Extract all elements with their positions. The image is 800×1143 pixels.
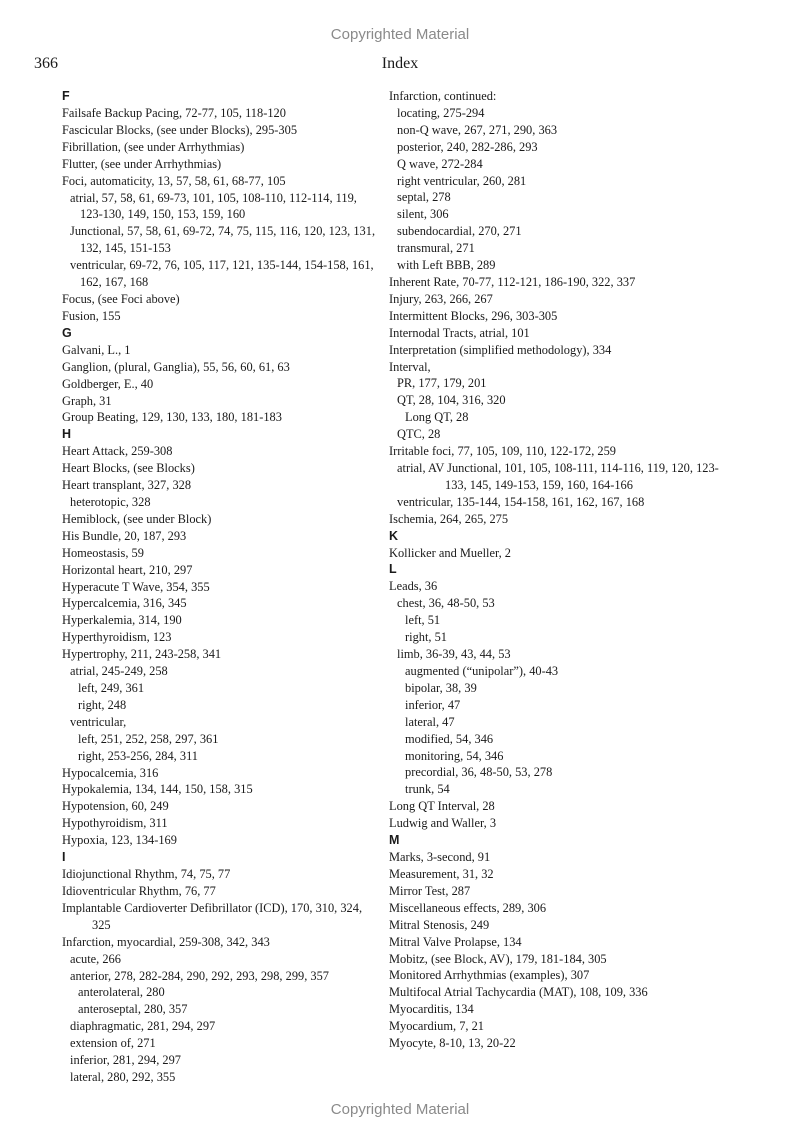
index-entry: Focus, (see Foci above) (62, 291, 180, 306)
index-entry: Myocyte, 8-10, 13, 20-22 (389, 1036, 516, 1051)
index-subentry: transmural, 271 (397, 241, 475, 256)
index-subentry: QT, 28, 104, 316, 320 (397, 393, 506, 408)
watermark-bottom: Copyrighted Material (330, 1101, 470, 1118)
index-column-left (62, 88, 380, 1086)
index-letter-heading: G (62, 325, 72, 340)
index-entry: Kollicker and Mueller, 2 (389, 545, 511, 560)
index-entry: Measurement, 31, 32 (389, 866, 494, 881)
index-entry: Failsafe Backup Pacing, 72-77, 105, 118-120 (62, 106, 286, 120)
index-entry: Interval, (389, 359, 431, 374)
index-entry: Mirror Test, 287 (389, 883, 471, 898)
index-entry: Hypercalcemia, 316, 345 (62, 596, 187, 611)
index-entry: Multifocal Atrial Tachycardia (MAT), 108, 109, 336 (389, 985, 648, 1000)
index-subentry: left, 51 (405, 613, 441, 628)
index-subentry: inferior, 281, 294, 297 (70, 1053, 182, 1068)
index-subentry: ventricular, 69-72, 76, 105, 117, 121, 135-144, 154-158, 161, 162, 167, 168 (70, 258, 374, 290)
index-entry: Goldberger, E., 40 (62, 376, 154, 391)
index-entry: Hypoxia, 123, 134-169 (62, 833, 177, 848)
index-entry: Heart Blocks, (see Blocks) (62, 461, 195, 476)
index-subentry: PR, 177, 179, 201 (397, 376, 487, 391)
index-letter-heading: H (62, 427, 72, 442)
index-subentry: left, 251, 252, 258, 297, 361 (78, 731, 219, 746)
index-entry: Infarction, continued: (389, 89, 497, 103)
index-subentry: atrial, AV Junctional, 101, 105, 108-111, 114-116, 119, 120, 123-133, 145, 149-153, 159, 160, 164-166 (397, 460, 719, 492)
index-entry: Foci, automaticity, 13, 57, 58, 61, 68-77, 105 (62, 173, 286, 188)
index-entry: Marks, 3-second, 91 (389, 850, 491, 865)
index-entry: Idioventricular Rhythm, 76, 77 (62, 883, 216, 898)
index-subentry: non-Q wave, 267, 271, 290, 363 (397, 122, 558, 137)
index-subentry: Long QT, 28 (405, 410, 469, 425)
index-entry: Fascicular Blocks, (see under Blocks), 295-305 (62, 122, 298, 137)
index-subentry: ventricular, (70, 714, 127, 729)
index-entry: Internodal Tracts, atrial, 101 (389, 325, 530, 340)
index-entry: Implantable Cardioverter Defibrillator (ICD), 170, 310, 324, 325 (62, 900, 363, 932)
index-subentry: right, 51 (405, 630, 447, 645)
index-entry: Horizontal heart, 210, 297 (62, 562, 193, 577)
index-entry: Miscellaneous effects, 289, 306 (389, 900, 547, 915)
index-subentry: Q wave, 272-284 (397, 156, 483, 171)
index-entry: Hemiblock, (see under Block) (62, 511, 212, 526)
index-subentry: right, 253-256, 284, 311 (78, 748, 198, 763)
index-subentry: chest, 36, 48-50, 53 (397, 596, 495, 611)
index-entry: Flutter, (see under Arrhythmias) (62, 156, 222, 171)
index-subentry: modified, 54, 346 (405, 731, 494, 746)
index-entry: Hyperkalemia, 314, 190 (62, 613, 182, 628)
index-subentry: augmented (“unipolar”), 40-43 (405, 664, 559, 678)
index-subentry: acute, 266 (70, 951, 121, 966)
index-entry: Ischemia, 264, 265, 275 (389, 511, 509, 526)
index-entry: Myocarditis, 134 (389, 1002, 474, 1017)
watermark-top: Copyrighted Material (330, 26, 470, 43)
index-subentry: ventricular, 135-144, 154-158, 161, 162, 167, 168 (397, 494, 645, 509)
index-entry: Homeostasis, 59 (62, 545, 144, 560)
index-subentry: anterolateral, 280 (78, 985, 165, 1000)
index-subentry: locating, 275-294 (397, 105, 485, 120)
index-entry: Hyperthyroidism, 123 (62, 630, 172, 645)
index-entry: Group Beating, 129, 130, 133, 180, 181-183 (62, 410, 282, 425)
index-subentry: bipolar, 38, 39 (405, 680, 477, 695)
index-subentry: trunk, 54 (405, 782, 450, 797)
index-letter-heading: F (62, 89, 70, 103)
index-subentry: right, 248 (78, 697, 127, 712)
index-entry: Hypotension, 60, 249 (62, 799, 169, 814)
index-subentry: precordial, 36, 48-50, 53, 278 (405, 765, 553, 780)
index-entry: Hypothyroidism, 311 (62, 816, 168, 831)
index-entry: Graph, 31 (62, 393, 112, 408)
index-entry: Monitored Arrhythmias (examples), 307 (389, 968, 590, 983)
index-entry: Interpretation (simplified methodology), 334 (389, 342, 612, 357)
page-number: 366 (34, 55, 58, 72)
index-entry: Mitral Valve Prolapse, 134 (389, 934, 522, 949)
index-entry: Idiojunctional Rhythm, 74, 75, 77 (62, 867, 231, 882)
index-entry: Hypocalcemia, 316 (62, 765, 159, 780)
index-subentry: lateral, 47 (405, 714, 455, 729)
index-letter-heading: I (62, 850, 66, 865)
index-entry: Hypertrophy, 211, 243-258, 341 (62, 647, 222, 662)
index-subentry: left, 249, 361 (78, 681, 145, 695)
index-subentry: diaphragmatic, 281, 294, 297 (70, 1019, 216, 1034)
index-entry: Leads, 36 (389, 579, 438, 594)
index-subentry: anterior, 278, 282-284, 290, 292, 293, 298, 299, 357 (70, 968, 329, 983)
page-title: Index (381, 55, 419, 72)
index-subentry: lateral, 280, 292, 355 (70, 1069, 176, 1084)
index-entry: Long QT Interval, 28 (389, 799, 495, 814)
index-entry: Injury, 263, 266, 267 (389, 291, 493, 306)
index-entry: His Bundle, 20, 187, 293 (62, 528, 187, 543)
index-subentry: silent, 306 (397, 207, 449, 222)
index-entry: Heart transplant, 327, 328 (62, 478, 192, 493)
index-entry: Ludwig and Waller, 3 (389, 816, 497, 831)
index-subentry: atrial, 57, 58, 61, 69-73, 101, 105, 108-110, 112-114, 119, 123-130, 149, 150, 153, 159, 160 (70, 190, 357, 222)
index-subentry: heterotopic, 328 (70, 495, 151, 510)
index-entry: Hyperacute T Wave, 354, 355 (62, 579, 210, 594)
index-subentry: atrial, 245-249, 258 (70, 664, 168, 679)
index-entry: Galvani, L., 1 (62, 342, 131, 357)
index-entry: Myocardium, 7, 21 (389, 1019, 484, 1034)
index-subentry: right ventricular, 260, 281 (397, 173, 527, 188)
index-subentry: Junctional, 57, 58, 61, 69-72, 74, 75, 115, 116, 120, 123, 131, 132, 145, 151-153 (70, 224, 376, 256)
index-subentry: monitoring, 54, 346 (405, 748, 504, 763)
index-letter-heading: L (389, 562, 397, 577)
index-entry: Infarction, myocardial, 259-308, 342, 343 (62, 934, 270, 949)
index-entry: Irritable foci, 77, 105, 109, 110, 122-172, 259 (389, 444, 617, 459)
index-subentry: posterior, 240, 282-286, 293 (397, 139, 538, 154)
index-letter-heading: K (389, 528, 399, 543)
index-subentry: extension of, 271 (70, 1036, 156, 1051)
index-subentry: limb, 36-39, 43, 44, 53 (397, 647, 511, 662)
index-column-right (389, 88, 719, 1052)
index-entry: Hypokalemia, 134, 144, 150, 158, 315 (62, 782, 253, 797)
index-entry: Ganglion, (plural, Ganglia), 55, 56, 60, 61, 63 (62, 359, 290, 374)
index-subentry: with Left BBB, 289 (397, 258, 496, 273)
index-subentry: anteroseptal, 280, 357 (78, 1002, 188, 1017)
index-subentry: QTC, 28 (397, 427, 441, 442)
index-entry: Mitral Stenosis, 249 (389, 917, 490, 932)
index-entry: Fibrillation, (see under Arrhythmias) (62, 139, 245, 154)
index-subentry: inferior, 47 (405, 697, 461, 712)
index-letter-heading: M (389, 833, 400, 848)
index-entry: Mobitz, (see Block, AV), 179, 181-184, 305 (389, 951, 607, 966)
index-subentry: septal, 278 (397, 190, 451, 205)
index-entry: Fusion, 155 (62, 308, 121, 323)
index-entry: Heart Attack, 259-308 (62, 444, 173, 459)
index-entry: Inherent Rate, 70-77, 112-121, 186-190, 322, 337 (389, 274, 636, 289)
index-entry: Intermittent Blocks, 296, 303-305 (389, 308, 558, 323)
index-subentry: subendocardial, 270, 271 (397, 224, 522, 239)
